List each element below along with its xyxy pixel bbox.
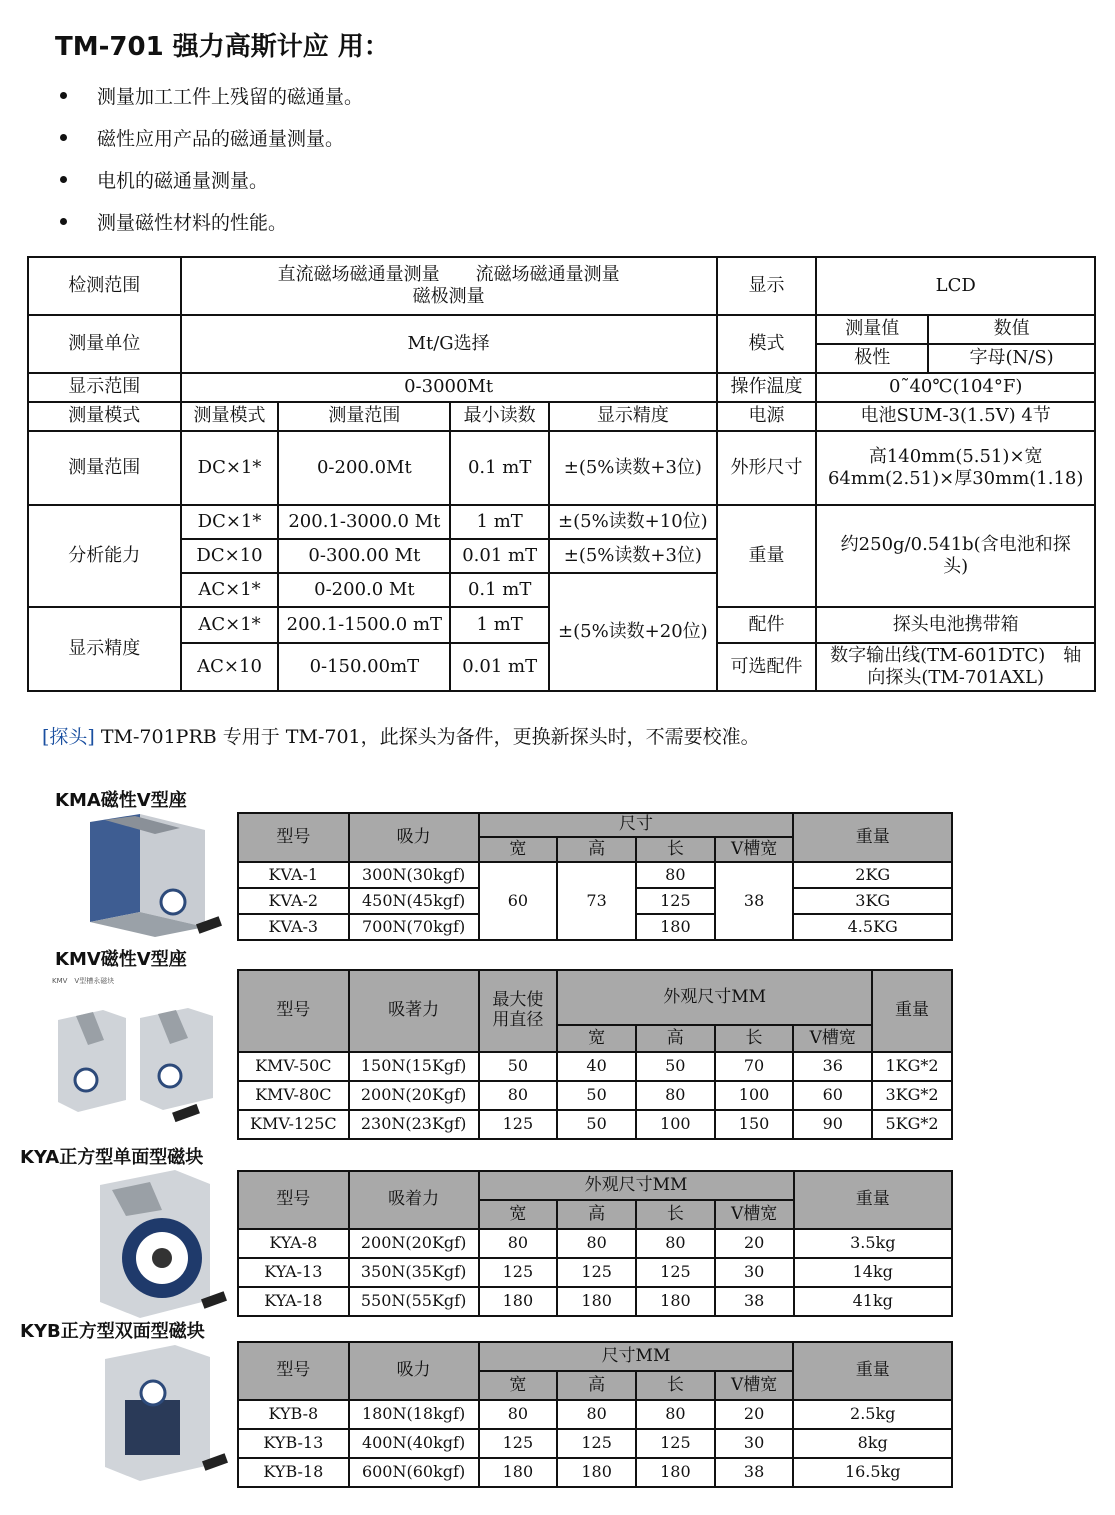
table-cell: 38 (715, 1458, 794, 1487)
table-cell: 200.1-1500.0 mT (278, 607, 450, 643)
table-cell: AC×1* (181, 573, 279, 607)
table-cell: 1 mT (450, 505, 549, 539)
column-header: 测量模式 (181, 402, 279, 431)
table-cell: 3KG (793, 888, 952, 914)
table-cell: 20 (715, 1229, 794, 1258)
table-row (238, 1400, 952, 1429)
kya-product-image (90, 1170, 235, 1320)
table-cell: 0-200.0Mt (278, 431, 450, 505)
table-cell: 180 (479, 1287, 558, 1316)
table-header-row (238, 1342, 952, 1371)
table-cell: 80 (479, 1400, 558, 1429)
table-cell: 150N(15Kgf) (349, 1052, 479, 1081)
table-cell: 1KG*2 (872, 1052, 952, 1081)
table-cell: KVA-3 (238, 914, 349, 940)
spec-label: 测量单位 (28, 315, 181, 373)
column-header: 最小读数 (450, 402, 549, 431)
text-line: 约250g/0.541b(含电池和探 (840, 533, 1071, 555)
table-cell: KYA-8 (238, 1229, 349, 1258)
table-cell: 4.5KG (793, 914, 952, 940)
table-cell: 125 (636, 1258, 715, 1287)
table-cell: 90 (793, 1110, 872, 1139)
kmv-subtitle: KMV V型槽永磁块 (52, 977, 115, 985)
spec-value: 极性 (816, 344, 928, 373)
list-item (60, 74, 363, 116)
spec-value: 探头电池携带箱 (816, 607, 1095, 643)
spec-label: 可选配件 (717, 643, 817, 691)
table-cell: 200N(20Kgf) (349, 1081, 479, 1110)
table-cell: 50 (636, 1052, 715, 1081)
table-header-row (238, 970, 952, 1025)
table-cell: 450N(45kgf) (349, 888, 479, 914)
kyb-product-image (95, 1345, 235, 1485)
table-cell: 80 (479, 1229, 558, 1258)
spec-label: 配件 (717, 607, 817, 643)
table-cell: 125 (557, 1429, 636, 1458)
spec-value: 数值 (928, 315, 1095, 344)
table-cell: 50 (557, 1081, 636, 1110)
text-line: 磁极测量 (412, 286, 485, 307)
column-header: 吸力 (349, 1342, 479, 1400)
table-cell: 180 (636, 914, 715, 940)
table-cell: KMV-50C (238, 1052, 349, 1081)
list-item (60, 116, 363, 158)
table-cell: KYB-8 (238, 1400, 349, 1429)
text-line: 数字输出线(TM-601DTC) 轴 (830, 644, 1082, 666)
table-cell: ±(5%读数+20位) (549, 573, 717, 691)
column-header: 尺寸 (479, 813, 794, 837)
table-cell: KYB-13 (238, 1429, 349, 1458)
table-cell: ±(5%读数+10位) (549, 505, 717, 539)
list-item (60, 158, 363, 200)
table-cell: 36 (793, 1052, 872, 1081)
spec-label: 显示范围 (28, 373, 181, 402)
column-header: 吸力 (349, 813, 479, 862)
uses-list (60, 74, 363, 242)
page-title: TM-701 强力高斯计应 用： (55, 32, 390, 62)
text-line: 头) (943, 556, 969, 577)
table-cell: 125 (557, 1258, 636, 1287)
spec-value (181, 257, 717, 315)
table-cell: 230N(23Kgf) (349, 1110, 479, 1139)
table-row (238, 1110, 952, 1139)
bullet-icon (60, 92, 67, 99)
spec-value: 电池SUM-3(1.5V) 4节 (816, 402, 1095, 431)
text-line: 64mm(2.51)×厚30mm(1.18) (827, 468, 1084, 489)
table-cell: 200N(20Kgf) (349, 1229, 479, 1258)
table-cell: 80 (557, 1229, 636, 1258)
column-header: 显示精度 (549, 402, 717, 431)
text-line: 用直径 (492, 1010, 544, 1030)
spec-label: 测量模式 (28, 402, 181, 431)
table-cell: 180 (636, 1458, 715, 1487)
spec-value: LCD (816, 257, 1095, 315)
table-cell: 0.01 mT (450, 643, 549, 691)
table-row (28, 373, 1095, 402)
table-cell: 0-300.00 Mt (278, 539, 450, 573)
column-header: 外观尺寸MM (557, 970, 872, 1025)
table-row (28, 257, 1095, 315)
bullet-icon (60, 176, 67, 183)
table-cell: KYA-18 (238, 1287, 349, 1316)
table-cell: 300N(30kgf) (349, 862, 479, 888)
spec-value: 测量值 (816, 315, 928, 344)
table-cell: 180 (479, 1458, 558, 1487)
probe-text: TM-701PRB 专用于 TM-701，此探头为备件，更换新探头时，不需要校准。 (94, 726, 760, 748)
column-header: 尺寸MM (479, 1342, 794, 1371)
column-header: 型号 (238, 1342, 349, 1400)
column-header: 重量 (793, 1342, 952, 1400)
spec-value: 0˜40℃(104°F) (816, 373, 1095, 402)
table-cell: 550N(55Kgf) (349, 1287, 479, 1316)
column-header: 吸着力 (349, 1171, 479, 1229)
table-header-row (238, 1171, 952, 1200)
table-row (28, 315, 1095, 344)
kya-title: KYA正方型单面型磁块 (20, 1147, 204, 1168)
table-cell: 40 (557, 1052, 636, 1081)
table-cell: DC×1* (181, 505, 279, 539)
table-cell: 400N(40kgf) (349, 1429, 479, 1458)
spec-table (27, 256, 1096, 692)
table-cell: KMV-125C (238, 1110, 349, 1139)
table-cell: 80 (557, 1400, 636, 1429)
table-cell: ±(5%读数+3位) (549, 431, 717, 505)
bullet-icon (60, 218, 67, 225)
column-header: 高 (636, 1025, 715, 1052)
kya-table (237, 1170, 953, 1317)
table-cell: 80 (636, 1229, 715, 1258)
column-header: 型号 (238, 970, 349, 1052)
column-header: V槽宽 (715, 837, 794, 862)
spec-value (816, 505, 1095, 607)
spec-value: 0-3000Mt (181, 373, 717, 402)
spec-label: 外形尺寸 (717, 431, 817, 505)
table-cell: 20 (715, 1400, 794, 1429)
column-header: 高 (557, 1200, 636, 1229)
table-cell: KMV-80C (238, 1081, 349, 1110)
table-row (28, 505, 1095, 539)
table-cell: 80 (479, 1081, 558, 1110)
spec-value (816, 431, 1095, 505)
table-cell: 5KG*2 (872, 1110, 952, 1139)
spec-label: 重量 (717, 505, 817, 607)
kma-table (237, 812, 953, 941)
table-row (28, 431, 1095, 505)
table-cell: 14kg (794, 1258, 952, 1287)
table-cell: 125 (636, 888, 715, 914)
table-cell: 70 (715, 1052, 794, 1081)
column-header: V槽宽 (793, 1025, 872, 1052)
column-header: 长 (636, 1371, 715, 1400)
table-cell: 100 (636, 1110, 715, 1139)
table-cell: KVA-2 (238, 888, 349, 914)
kmv-title: KMV磁性V型座 (55, 949, 187, 970)
table-cell: 0-200.0 Mt (278, 573, 450, 607)
spec-label: 电源 (717, 402, 817, 431)
column-header: 重量 (793, 813, 952, 862)
spec-label: 模式 (717, 315, 817, 373)
spec-label: 显示精度 (28, 607, 181, 691)
spec-label: 显示 (717, 257, 817, 315)
spec-label: 分析能力 (28, 505, 181, 607)
table-cell: DC×1* (181, 431, 279, 505)
column-header: 测量范围 (278, 402, 450, 431)
list-item-text: 测量磁性材料的性能。 (97, 211, 288, 234)
column-header: 宽 (479, 837, 558, 862)
table-row (28, 402, 1095, 431)
column-header: 型号 (238, 813, 349, 862)
column-header: 长 (636, 837, 715, 862)
table-row (238, 1258, 952, 1287)
probe-note (42, 722, 760, 749)
column-header: 宽 (479, 1200, 558, 1229)
table-cell: 700N(70kgf) (349, 914, 479, 940)
list-item (60, 200, 363, 242)
table-cell: 60 (793, 1081, 872, 1110)
table-cell: 2.5kg (793, 1400, 952, 1429)
kmv-product-image (48, 990, 238, 1130)
table-cell: 50 (479, 1052, 558, 1081)
table-cell: 1 mT (450, 607, 549, 643)
spec-label: 检测范围 (28, 257, 181, 315)
probe-tag: [探头] (42, 726, 95, 748)
column-header: 重量 (794, 1171, 952, 1229)
table-cell: 3KG*2 (872, 1081, 952, 1110)
table-cell: 16.5kg (793, 1458, 952, 1487)
column-header: 重量 (872, 970, 952, 1052)
table-row (238, 1458, 952, 1487)
table-cell: ±(5%读数+3位) (549, 539, 717, 573)
column-header: 外观尺寸MM (479, 1171, 794, 1200)
column-header: 宽 (557, 1025, 636, 1052)
table-cell: 350N(35Kgf) (349, 1258, 479, 1287)
table-cell: 30 (715, 1429, 794, 1458)
table-cell: 3.5kg (794, 1229, 952, 1258)
column-header: V槽宽 (715, 1371, 794, 1400)
list-item-text: 测量加工工件上残留的磁通量。 (97, 85, 364, 108)
table-cell: 0.1 mT (450, 573, 549, 607)
table-cell: 0.1 mT (450, 431, 549, 505)
column-header (479, 970, 558, 1052)
table-cell: 38 (715, 1287, 794, 1316)
kma-title: KMA磁性V型座 (55, 790, 187, 811)
table-cell: 50 (557, 1110, 636, 1139)
table-cell: 80 (636, 1081, 715, 1110)
kmv-table (237, 969, 953, 1140)
list-item-text: 电机的磁通量测量。 (97, 169, 269, 192)
table-cell: 600N(60kgf) (349, 1458, 479, 1487)
table-cell: AC×10 (181, 643, 279, 691)
table-cell: 125 (479, 1429, 558, 1458)
table-cell: 73 (557, 862, 636, 940)
column-header: 高 (557, 837, 636, 862)
column-header: V槽宽 (715, 1200, 794, 1229)
table-cell: 8kg (793, 1429, 952, 1458)
table-cell: KVA-1 (238, 862, 349, 888)
table-cell: 41kg (794, 1287, 952, 1316)
table-cell: 30 (715, 1258, 794, 1287)
column-header: 吸著力 (349, 970, 479, 1052)
table-row (238, 1287, 952, 1316)
spec-label: 操作温度 (717, 373, 817, 402)
table-cell: 125 (479, 1258, 558, 1287)
table-cell: 2KG (793, 862, 952, 888)
table-row (238, 862, 952, 888)
table-cell: 180 (557, 1458, 636, 1487)
table-cell: 125 (636, 1429, 715, 1458)
text-line: 向探头(TM-701AXL) (867, 667, 1045, 688)
text-line: 最大使 (492, 990, 544, 1011)
table-cell: 180N(18kgf) (349, 1400, 479, 1429)
column-header: 长 (715, 1025, 794, 1052)
table-cell: 150 (715, 1110, 794, 1139)
text-line: 高140mm(5.51)×宽 (868, 445, 1043, 467)
table-cell: 100 (715, 1081, 794, 1110)
column-header: 型号 (238, 1171, 349, 1229)
spec-label: 测量范围 (28, 431, 181, 505)
spec-value: Mt/G选择 (181, 315, 717, 373)
table-row (238, 1229, 952, 1258)
table-row (238, 1429, 952, 1458)
kyb-table (237, 1341, 953, 1488)
table-cell: AC×1* (181, 607, 279, 643)
text-line: 直流磁场磁通量测量 流磁场磁通量测量 (277, 263, 620, 285)
table-cell: 125 (479, 1110, 558, 1139)
bullet-icon (60, 134, 67, 141)
list-item-text: 磁性应用产品的磁通量测量。 (97, 127, 345, 150)
column-header: 高 (557, 1371, 636, 1400)
table-cell: 180 (636, 1287, 715, 1316)
table-row (238, 1081, 952, 1110)
table-cell: 60 (479, 862, 558, 940)
table-cell: 38 (715, 862, 794, 940)
table-header-row (238, 813, 952, 837)
table-cell: KYA-13 (238, 1258, 349, 1287)
table-cell: 80 (636, 862, 715, 888)
spec-value (816, 643, 1095, 691)
table-cell: 0-150.00mT (278, 643, 450, 691)
table-cell: 200.1-3000.0 Mt (278, 505, 450, 539)
column-header: 宽 (479, 1371, 558, 1400)
column-header: 长 (636, 1200, 715, 1229)
table-cell: 80 (636, 1400, 715, 1429)
kma-product-image (85, 812, 230, 942)
table-cell: DC×10 (181, 539, 279, 573)
table-row (238, 1052, 952, 1081)
kyb-title: KYB正方型双面型磁块 (20, 1321, 205, 1342)
table-cell: 0.01 mT (450, 539, 549, 573)
table-cell: 180 (557, 1287, 636, 1316)
spec-value: 字母(N/S) (928, 344, 1095, 373)
table-cell: KYB-18 (238, 1458, 349, 1487)
